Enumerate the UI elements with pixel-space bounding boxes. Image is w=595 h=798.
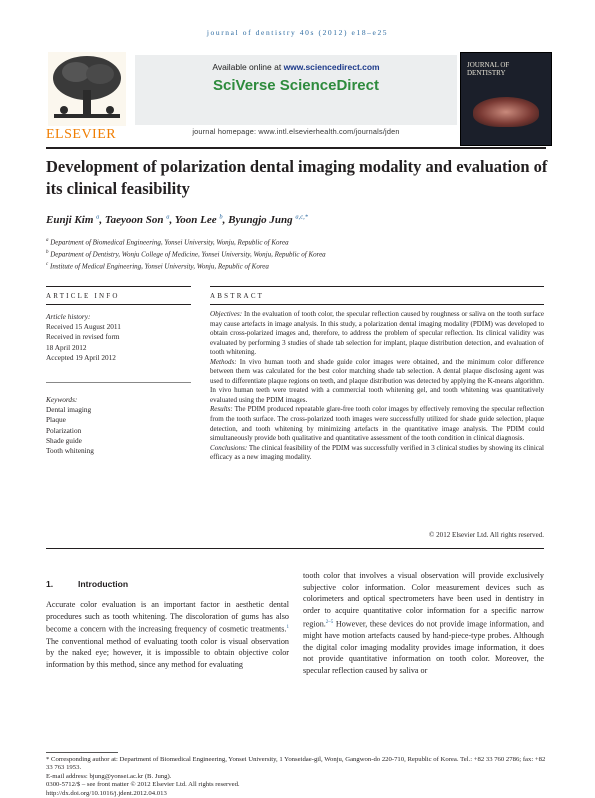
keyword[interactable]: Polarization [46, 425, 82, 435]
footnote-rule [46, 752, 118, 753]
available-online: Available online at www.sciencedirect.com [212, 62, 380, 72]
affiliation: $^c$ Institute of Medical Engineering, Yonsei University, Wonju, Republic of Korea [46, 262, 269, 271]
elsevier-tree-logo-icon [48, 52, 126, 126]
author[interactable]: Eunji Kim $^a$, [46, 213, 105, 226]
abstract-body [210, 310, 544, 463]
author-email[interactable]: E-mail address: bjung@yonsei.ac.kr (B. Jung). [46, 772, 172, 780]
article-history: Article history: Received 15 August 2011 Received in revised form 18 April 2012 Accepted 19 April 2012 [46, 312, 121, 362]
info-rule [46, 304, 191, 305]
doi-link[interactable]: http://dx.doi.org/10.1016/j.jdent.2012.04.013 [46, 789, 167, 797]
abstract-methods: Methods: In vivo human tooth and shade guide color images were obtained, and the minimum color difference between them was calculated for the best color matching shade tab selection. A dental plaque disclosing agent was used to differentiate plaque regions on teeth, and plaque distribution was detected by applying the K-means algorithm. In vivo human teeth were treated with a commercial tooth whitening gel, and tooth whitening was quantitatively evaluated using the PDIM images. [210, 357, 544, 404]
info-rule [46, 382, 191, 383]
abstract-conclusions: Conclusions: The clinical feasibility of the PDIM was successfully verified in 3 clinical studies by showing its clinical efficacy as a new imaging modality. [210, 443, 544, 462]
article-info-heading: ARTICLE INFO [46, 292, 120, 300]
intro-left-column: Accurate color evaluation is an important factor in aesthetic dental procedures such as tooth whitening. The discoloration of gums has also become a concern with the increasing frequency of cosmetic treatments.$^1$ The conventional method of evaluating tooth color is visual observation by the naked eye; however, it is impossible to obtain objective color information by this method, since any method for evaluating [46, 600, 289, 669]
abstract-rule [210, 304, 544, 305]
keyword[interactable]: Dental imaging [46, 405, 92, 415]
section-heading: 1. Introduction [46, 579, 129, 589]
author[interactable]: Byungjo Jung $^{a,c,*}$ [228, 213, 309, 226]
abstract-results: Results: The PDIM produced repeatable glare-free tooth color images by effectively removing the specular reflection from the tooth surface. The cross-polarized tooth images were successfully utilized for shade guide selection, plaque detection, and tooth whitening by minimizing artefacts in the quantitative image analysis. The PDIM could simultaneously provide both qualitative and quantitative assessment of the tooth condition in clinical diagnosis. [210, 405, 544, 443]
affiliation: $^a$ Department of Biomedical Engineering, Yonsei University, Wonju, Republic of Korea [46, 238, 289, 247]
publisher-logo-text: ELSEVIER [46, 127, 117, 142]
keyword[interactable]: Plaque [46, 415, 66, 425]
journal-homepage[interactable]: journal homepage: www.intl.elsevierhealth.com/journals/jden [192, 127, 400, 136]
journal-citation-line: journal of dentistry 40s (2012) e18–e25 [206, 28, 389, 37]
header-divider [46, 147, 546, 149]
abstract-bottom-rule [46, 548, 544, 549]
cover-photo [473, 97, 539, 127]
affiliation: $^b$ Department of Dentistry, Wonju College of Medicine, Yonsei University, Wonju, Republic of Korea [46, 250, 326, 259]
abstract-top-rule [210, 286, 544, 287]
article-title: Development of polarization dental imaging modality and evaluation of its clinical feasibility [46, 157, 548, 198]
keyword[interactable]: Tooth whitening [46, 446, 94, 456]
sciencedirect-link[interactable]: www.sciencedirect.com [283, 62, 380, 72]
abstract-objectives: Objectives: In the evaluation of tooth color, the specular reflection caused by roughness or saliva on the tooth surface may cause artefacts in image analysis. In this study, a polarization dental imaging modality (PDIM) was developed to obtain cross-polarized images and, therefore, to address the problem of specular reflection. Its clinical validity was evaluated by performing 3 studies of shade tab selection for implant, plaque distribution detection, and evaluation of tooth whitening. [210, 310, 544, 357]
keywords: Keywords: Dental imaging Plaque Polarization Shade guide Tooth whitening [46, 395, 191, 456]
issn-line: 0300-5712/$ – see front matter © 2012 Elsevier Ltd. All rights reserved. [46, 781, 240, 789]
footnotes [46, 756, 546, 798]
cover-title: JOURNAL OF DENTISTRY [467, 61, 510, 77]
abstract-heading: ABSTRACT [210, 292, 265, 300]
author[interactable]: Yoon Lee $^b$, [174, 213, 229, 226]
journal-cover-image [460, 52, 552, 146]
author[interactable]: Taeyoon Son $^a$, [104, 213, 175, 226]
citation-link[interactable]: 1 [286, 625, 289, 631]
author-list [46, 213, 308, 226]
corresponding-author-note: * Corresponding author at: Department of Biomedical Engineering, Yonsei University, 1 Yonseidae-gil, Wonju, Gangwon-do 220-710, Republic of Korea. Tel.: +82 33 760 2786; fax: +82 33 763 1953. [46, 756, 546, 772]
keyword[interactable]: Shade guide [46, 435, 82, 445]
info-top-rule [46, 286, 191, 287]
sciverse-brand: SciVerse ScienceDirect [213, 77, 379, 94]
intro-right-column: tooth color that involves a visual observation will provide exclusively subjective color information. Color measurement devices such as colorimeters and optical spectrometers have been used in dentistry in order to acquire quantitative color information for a specific narrow region.$^{2-5}$ However, these devices do not provide image information, and might have motion artefacts caused by hand-piece-type probes. Although the digital color imaging modality provides image information, it does not provide quantitative information on tooth color. Moreover, the specular reflection caused by saliva or [303, 571, 544, 675]
citation-link[interactable]: 2–5 [325, 619, 334, 625]
abstract-copyright: © 2012 Elsevier Ltd. All rights reserved. [429, 531, 544, 539]
